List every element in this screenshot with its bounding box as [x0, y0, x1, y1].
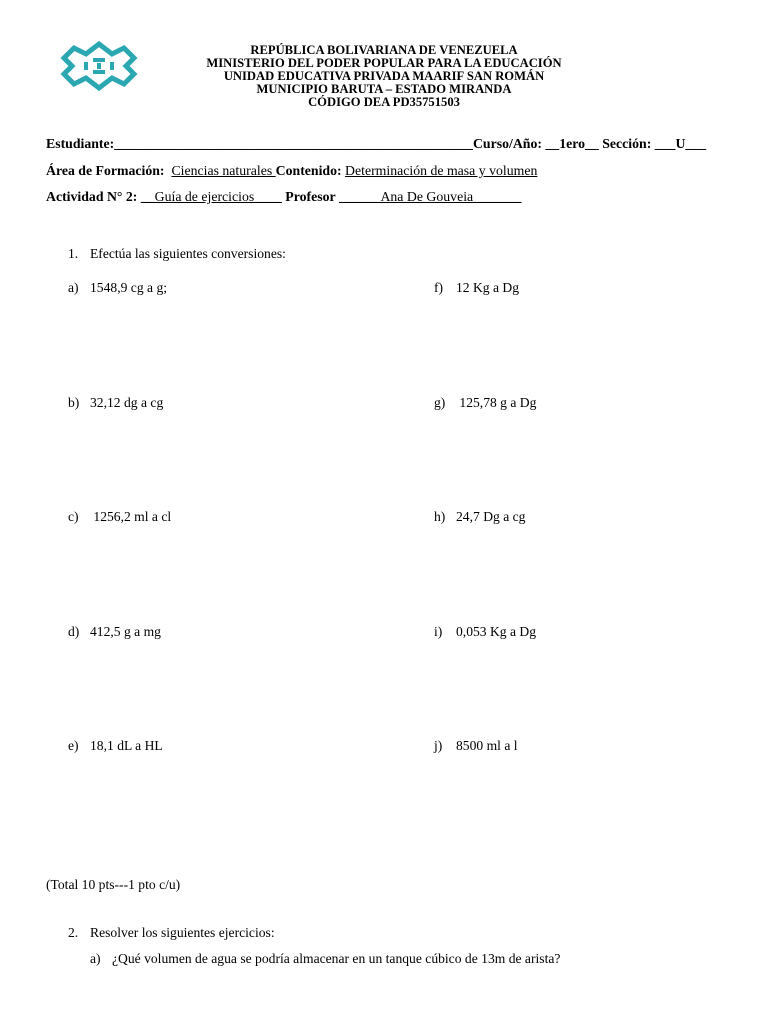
- header-line-dea-code: CÓDIGO DEA PD35751503: [308, 95, 460, 109]
- problem-item: a) ¿Qué volumen de agua se podría almacenar en un tanque cúbico de 13m de arista?: [90, 951, 561, 966]
- course-value: __1ero__: [545, 136, 599, 151]
- section2-number: 2.: [68, 925, 79, 940]
- exercise-item: g) 125,78 g a Dg: [434, 395, 537, 410]
- teacher-value: ______Ana De Gouveia_______: [339, 189, 522, 204]
- activity-label: Actividad N° 2:: [46, 189, 138, 204]
- section-value: ___U___: [654, 136, 707, 151]
- section-label: Sección:: [602, 136, 652, 151]
- area-value: Ciencias naturales: [171, 163, 276, 178]
- activity-value: __Guía de ejercicios____: [140, 189, 282, 204]
- exercise-item: h) 24,7 Dg a cg: [434, 509, 526, 524]
- exercise-item: f) 12 Kg a Dg: [434, 280, 520, 295]
- student-label: Estudiante:: [46, 136, 115, 151]
- exercise-item: i) 0,053 Kg a Dg: [434, 624, 537, 639]
- header-line-municipality: MUNICIPIO BARUTA – ESTADO MIRANDA: [256, 82, 512, 96]
- exercise-item: c) 1256,2 ml a cl: [68, 509, 172, 524]
- exercise-item: a) 1548,9 cg a g;: [68, 280, 168, 295]
- score-note: (Total 10 pts---1 pto c/u): [46, 877, 181, 892]
- area-label: Área de Formación:: [46, 163, 165, 178]
- exercise-item: b) 32,12 dg a cg: [68, 395, 164, 410]
- content-label: Contenido:: [275, 163, 342, 178]
- teacher-label: Profesor: [285, 189, 336, 204]
- school-header: [0, 44, 768, 109]
- exercise-item: e) 18,1 dL a HL: [68, 738, 163, 753]
- section1-title: Efectúa las siguientes conversiones:: [90, 246, 286, 261]
- activity-line: [46, 189, 521, 205]
- content-value: Determinación de masa y volumen: [345, 163, 538, 178]
- area-line: [46, 163, 537, 179]
- student-line: [46, 136, 706, 152]
- header-line-school: UNIDAD EDUCATIVA PRIVADA MAARIF SAN ROMÁN: [223, 69, 545, 83]
- header-line-ministry: MINISTERIO DEL PODER POPULAR PARA LA EDUCACIÓN: [206, 56, 562, 70]
- section2-title: Resolver los siguientes ejercicios:: [90, 925, 275, 940]
- section1-number: 1.: [68, 246, 79, 261]
- course-label: Curso/Año:: [472, 136, 542, 151]
- student-name-blank[interactable]: ____________________________________________________: [114, 136, 473, 151]
- exercise-item: j) 8500 ml a l: [434, 738, 518, 753]
- section1-heading: [68, 246, 286, 262]
- section2-heading: [68, 925, 275, 941]
- header-line-republic: REPÚBLICA BOLIVARIANA DE VENEZUELA: [250, 43, 518, 57]
- exercise-item: d) 412,5 g a mg: [68, 624, 161, 639]
